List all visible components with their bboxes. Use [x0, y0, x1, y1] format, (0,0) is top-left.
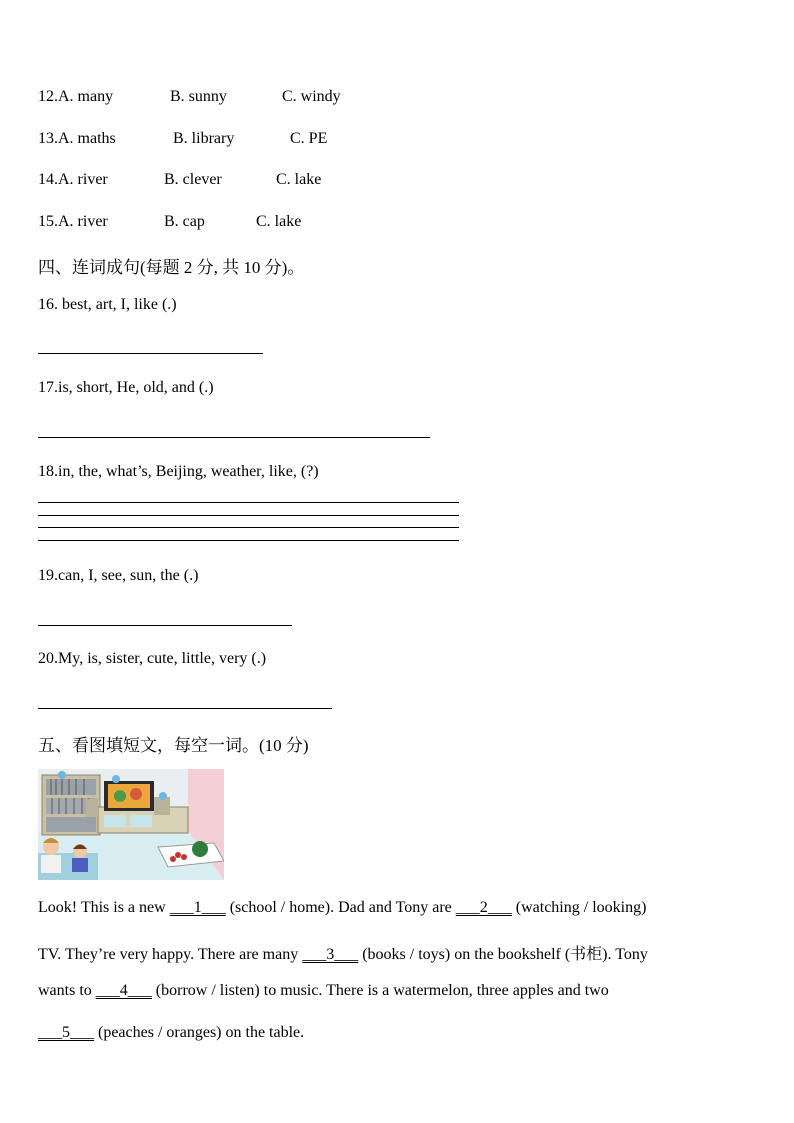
answer-line[interactable] — [38, 708, 332, 709]
section-5-title: 五、看图填短文，每空一词。(10 分) — [38, 736, 309, 755]
answer-line[interactable] — [38, 527, 459, 528]
option-a: A. many — [58, 88, 114, 105]
option-c: C. lake — [256, 213, 302, 230]
answer-line[interactable] — [38, 625, 292, 626]
option-c: C. lake — [276, 171, 322, 188]
blank-3[interactable]: ___3___ — [302, 946, 359, 963]
answer-line[interactable] — [38, 540, 459, 541]
blank-4[interactable]: ___4___ — [95, 982, 152, 999]
option-b: B. sunny — [170, 88, 227, 105]
question-14 — [38, 171, 108, 189]
question-16: 16. best, art, I, like (.) — [38, 296, 177, 313]
living-room-illustration — [38, 769, 224, 880]
passage-line-4: ___5___ (peaches / oranges) on the table. — [38, 1024, 305, 1041]
question-number: 15. — [38, 213, 58, 230]
option-b: B. library — [173, 130, 235, 147]
question-17: 17.is, short, He, old, and (.) — [38, 379, 214, 396]
question-20: 20.My, is, sister, cute, little, very (.) — [38, 650, 267, 667]
dad-icon — [41, 838, 61, 873]
option-c: C. PE — [290, 130, 328, 147]
passage-line-2: TV. They’re very happy. There are many ___3___ (books / toys) on the bookshelf (书柜). Tony — [38, 946, 648, 963]
question-18: 18.in, the, what’s, Beijing, weather, like, (?) — [38, 463, 319, 480]
option-b: B. clever — [164, 171, 222, 188]
question-number: 13. — [38, 130, 58, 147]
option-b: B. cap — [164, 213, 205, 230]
answer-line[interactable] — [38, 515, 459, 516]
question-12 — [38, 88, 113, 106]
answer-line[interactable] — [38, 353, 263, 354]
answer-line[interactable] — [38, 437, 430, 438]
blank-2[interactable]: ___2___ — [455, 899, 512, 916]
question-13 — [38, 130, 116, 148]
blank-1[interactable]: ___1___ — [169, 899, 226, 916]
question-number: 14. — [38, 171, 58, 188]
question-19: 19.can, I, see, sun, the (.) — [38, 567, 199, 584]
section-4-title: 四、连词成句(每题 2 分, 共 10 分)。 — [38, 258, 305, 277]
tony-icon — [72, 844, 88, 872]
answer-line[interactable] — [38, 502, 459, 503]
option-a: A. river — [58, 213, 108, 230]
option-c: C. windy — [282, 88, 341, 105]
option-a: A. maths — [58, 130, 116, 147]
question-number: 12. — [38, 88, 58, 105]
question-15 — [38, 213, 108, 231]
passage-line-3: wants to ___4___ (borrow / listen) to music. There is a watermelon, three apples and two — [38, 982, 609, 999]
blank-5[interactable]: ___5___ — [38, 1024, 94, 1041]
option-a: A. river — [58, 171, 108, 188]
passage-line-1: Look! This is a new ___1___ (school / home). Dad and Tony are ___2___ (watching / looking) — [38, 899, 647, 916]
